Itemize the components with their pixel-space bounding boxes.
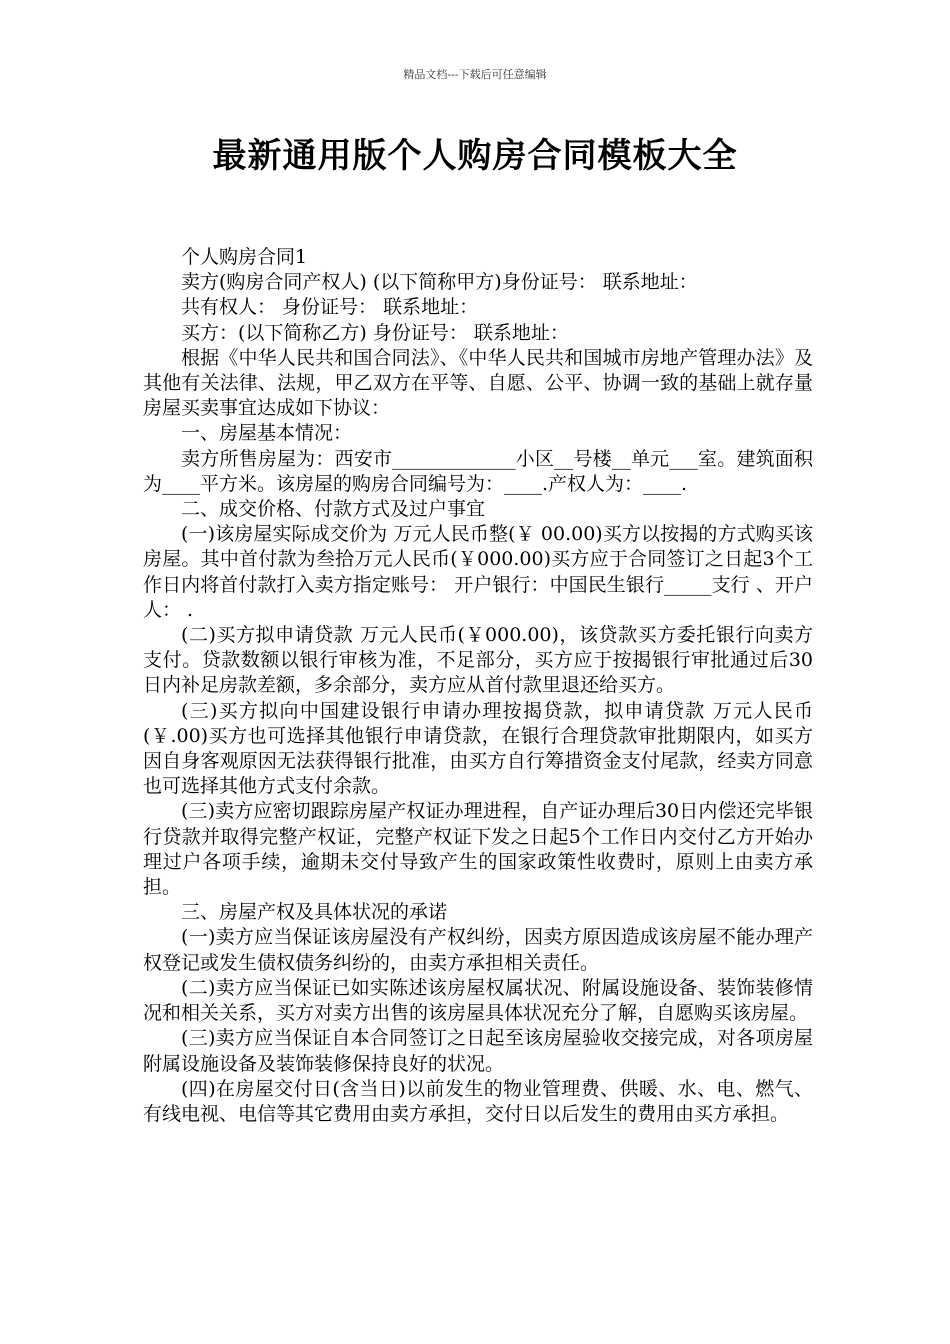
paragraph: 根据《中华人民共和国合同法》、《中华人民共和国城市房地产管理办法》及其他有关法律、法规，甲乙双方在平等、自愿、公平、协调一致的基础上就存量房屋买卖事宜达成如下协议：	[143, 346, 813, 420]
paragraph: 买方：(以下简称乙方) 身份证号： 联系地址：	[181, 321, 569, 344]
paragraph: (一)卖方应当保证该房屋没有产权纠纷，因卖方原因造成该房屋不能办理产权登记或发生债权债务纠纷的，由卖方承担相关责任。	[143, 926, 813, 974]
paragraph: (一)该房屋实际成交价为 万元人民币整(￥ 00.00)买方以按揭的方式购买该房屋。其中首付款为叁拾万元人民币(￥000.00)买方应于合同签订之日起3个工作日内将首付款打入卖方指定账号： 开户银行：中国民生银行_____支行 、开户人： .	[143, 523, 813, 621]
paragraph: (三)买方拟向中国建设银行申请办理按揭贷款，拟申请贷款 万元人民币(￥.00)买方也可选择其他银行申请贷款，在银行合理贷款审批期限内，如买方因自身客观原因无法获得银行批准，由买方自行筹措资金支付尾款，经卖方同意也可选择其他方式支付余款。	[143, 699, 813, 798]
document-body	[143, 245, 813, 1127]
paragraph: (三)卖方应当保证自本合同签订之日起至该房屋验收交接完成，对各项房屋附属设施设备及装饰装修保持良好的状况。	[143, 1027, 813, 1075]
paragraph: (四)在房屋交付日(含当日)以前发生的物业管理费、供暖、水、电、燃气、有线电视、电信等其它费用由卖方承担，交付日以后发生的费用由买方承担。	[143, 1077, 813, 1125]
paragraph: 卖方所售房屋为：西安市_____________小区__号楼__单元___室。建筑面积为____平方米。该房屋的购房合同编号为：____.产权人为：____.	[143, 447, 813, 495]
paragraph: 三、房屋产权及具体状况的承诺	[181, 901, 448, 924]
paragraph: 二、成交价格、付款方式及过户事宜	[181, 498, 486, 521]
header-note: 精品文档---下载后可任意编辑	[403, 68, 547, 81]
paragraph: (三)卖方应密切跟踪房屋产权证办理进程，自产证办理后30日内偿还完毕银行贷款并取得完整产权证，完整产权证下发之日起5个工作日内交付乙方开始办理过户各项手续，逾期未交付导致产生的国家政策性收费时，原则上由卖方承担。	[143, 800, 813, 899]
paragraph: 一、房屋基本情况：	[181, 422, 353, 445]
paragraph: 卖方(购房合同产权人) (以下简称甲方)身份证号： 联系地址：	[181, 271, 698, 294]
document-title: 最新通用版个人购房合同模板大全	[212, 136, 738, 176]
paragraph: (二)卖方应当保证已如实陈述该房屋权属状况、附属设施设备、装饰装修情况和相关关系，买方对卖方出售的该房屋具体状况充分了解，自愿购买该房屋。	[143, 976, 813, 1025]
paragraph: (二)买方拟申请贷款 万元人民币(￥000.00)，该贷款买方委托银行向卖方支付。贷款数额以银行审核为准，不足部分，买方应于按揭银行审批通过后30日内补足房款差额，多余部分，卖方应从首付款里退还给买方。	[143, 624, 813, 697]
paragraph: 个人购房合同1	[181, 246, 308, 268]
paragraph: 共有权人： 身份证号： 联系地址：	[181, 296, 479, 319]
